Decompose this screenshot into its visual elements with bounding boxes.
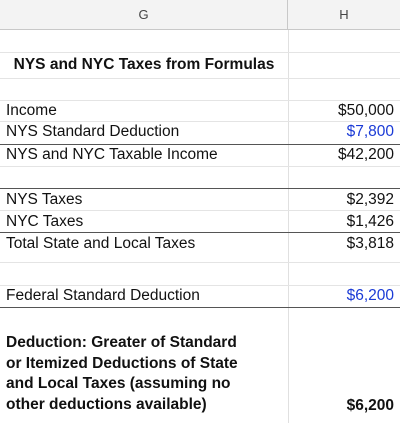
deduction-label-line: Deduction: Greater of Standard	[6, 334, 237, 351]
deduction-label-line: other deductions available)	[6, 395, 207, 413]
deduction-label-line: or Itemized Deductions of State	[6, 354, 238, 372]
total-taxes-value[interactable]: $3,818	[346, 235, 394, 252]
column-header-g[interactable]	[0, 0, 288, 30]
row-gridline	[0, 52, 400, 53]
total-taxes-label[interactable]: Total State and Local Taxes	[6, 235, 196, 252]
column-header-h-label: H	[339, 7, 349, 22]
deduction-label[interactable]	[6, 333, 286, 415]
deduction-label-line: and Local Taxes (assuming no	[6, 375, 231, 392]
income-label[interactable]: Income	[6, 102, 57, 119]
nys-standard-deduction-value[interactable]: $7,800	[346, 123, 394, 140]
nys-taxes-label[interactable]: NYS Taxes	[6, 191, 83, 208]
federal-standard-deduction-value[interactable]: $6,200	[346, 287, 394, 304]
row-border	[0, 188, 400, 189]
row-gridline	[0, 210, 400, 211]
nys-taxes-value[interactable]: $2,392	[346, 191, 394, 208]
nyc-taxes-value[interactable]: $1,426	[346, 213, 394, 230]
row-gridline	[0, 262, 400, 263]
nyc-taxes-label[interactable]: NYC Taxes	[6, 213, 84, 230]
taxable-income-value[interactable]: $42,200	[337, 146, 394, 163]
column-header-g-label: G	[138, 7, 149, 22]
row-border	[0, 307, 400, 308]
deduction-value[interactable]: $6,200	[346, 397, 394, 414]
federal-standard-deduction-label[interactable]: Federal Standard Deduction	[6, 287, 200, 304]
income-value[interactable]: $50,000	[337, 102, 394, 119]
row-gridline	[0, 78, 400, 79]
nys-standard-deduction-label[interactable]: NYS Standard Deduction	[6, 123, 180, 140]
column-header-h[interactable]	[288, 0, 400, 30]
sheet-title[interactable]: NYS and NYC Taxes from Formulas	[13, 56, 275, 73]
taxable-income-label[interactable]: NYS and NYC Taxable Income	[6, 146, 218, 163]
row-border	[0, 232, 400, 233]
row-gridline	[0, 166, 400, 167]
column-divider	[288, 30, 289, 423]
